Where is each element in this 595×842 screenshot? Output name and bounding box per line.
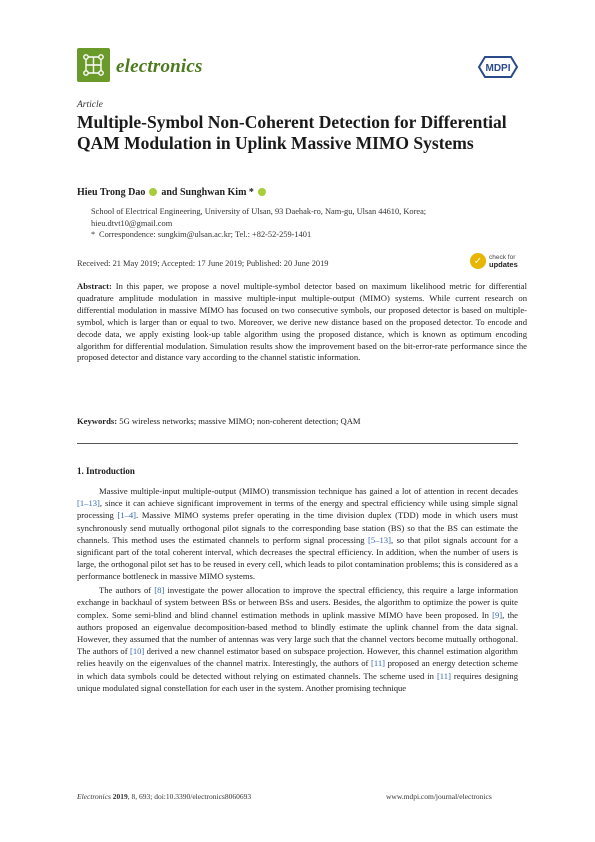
abstract <box>77 281 527 364</box>
correspondence-line: * Correspondence: sungkim@ulsan.ac.kr; Tel.: +82-52-259-1401 <box>91 230 312 239</box>
abstract-label: Abstract: <box>77 281 112 291</box>
abstract-text: In this paper, we propose a novel multiple-symbol detector based on maximum likelihood metric for differential quadrature amplitude modulation in massive multiple-input multiple-output (MIMO) systems. While current research on differential modulation in massive MIMO has focused on two consecutive symbols, our proposed detector is based on multiple-symbol, which is larger than or equal to two. Moreover, we derive new distance based on the proposed detector. To encode and decode data, we apply existing look-up table algorithm using the proposed distance, which is known as optimum encoding algorithm for differential modulation. Simulation results show the improvement based on the bit-error-rate performance since the proposed detector and distance vary according to the channel statistic information. <box>77 281 527 363</box>
paragraph: Massive multiple-input multiple-output (MIMO) transmission technique has gained a lot of attention in recent decades [1–13], since it can achieve significant improvement in terms of the energy and spectral efficiency while using simple signal processing [1–4]. Massive MIMO systems prefer operating in the time division duplex (TDD) mode in which users must synchronously send mutually orthogonal pilot signals to the corresponding base station (BS) so that the BS can estimate the channels. This method uses the estimated channels to perform signal processing [5–13], so that pilot signals account for a significant part of the total coherent interval, which decreases the spectral efficiency. In addition, when the number of users is large, the orthogonal pilot set has to be reused in every cell, which leads to pilot contamination problems; this is considered as a performance bottleneck in massive MIMO systems. <box>77 486 519 582</box>
keywords-label: Keywords: <box>77 416 118 426</box>
author-conjunction: and <box>161 187 178 198</box>
journal-name: electronics <box>116 56 203 77</box>
citation-link[interactable]: [11] <box>436 670 451 681</box>
check-updates-text: check for updates <box>489 253 518 269</box>
keywords-text: 5G wireless networks; massive MIMO; non-coherent detection; QAM <box>119 416 361 426</box>
paragraph: The authors of [8] investigate the power allocation to improve the spectral efficiency, this require a large information exchange in backhaul of system between BSs or between BSs and users. Besides, the algorithm to optimize the power is quite complex. Some semi-blind and blind channel estimation methods in uplink massive MIMO have been proposed. In [9], the authors proposed an eigenvalue decomposition-based method to blindly estimate the uplink channel from the data signal. However, they assumed that the number of antennas was very large such that the channel vectors become mutually orthogonal. The authors of [10] derived a new channel estimator based on subspace projection. However, this channel estimation algorithm relies heavily on the eigenvalues of the channel matrix. Interestingly, the authors of [11] proposed an energy detection scheme in which data symbols could be detected without relying on estimated channels. The scheme used in [11] requires designing unique modulated signal constellation for each user in the system. Another promising technique <box>77 585 519 693</box>
publisher-name: MDPI <box>485 63 511 74</box>
author-email[interactable]: hieu.dtvt10@gmail.com <box>91 218 173 228</box>
author-name: Hieu Trong Dao <box>77 187 146 198</box>
publication-dates: Received: 21 May 2019; Accepted: 17 June 2019; Published: 20 June 2019 <box>77 259 329 268</box>
section-divider <box>77 443 518 444</box>
keywords <box>77 416 527 426</box>
footer-journal-url[interactable]: www.mdpi.com/journal/electronics <box>386 792 492 801</box>
citation-link[interactable]: [1–4] <box>117 510 137 521</box>
correspondence-star: * <box>91 230 96 239</box>
body-text <box>77 485 518 695</box>
paper-title: Multiple-Symbol Non-Coherent Detection for Differential QAM Modulation in Uplink Massive MIMO Systems <box>77 112 507 153</box>
citation-link[interactable]: [1–13] <box>77 498 100 509</box>
check-icon: ✓ <box>470 253 486 269</box>
author-name: Sunghwan Kim * <box>179 187 254 198</box>
affiliation-line: School of Electrical Engineering, University of Ulsan, 93 Daehak-ro, Nam-gu, Ulsan 44610, Korea; <box>91 207 427 216</box>
orcid-icon[interactable] <box>258 188 266 196</box>
citation-link[interactable]: [9] <box>492 609 503 620</box>
footer-citation: Electronics 2019, 8, 693; doi:10.3390/electronics8060693 <box>77 792 252 801</box>
journal-logo <box>77 48 110 82</box>
section-heading: 1. Introduction <box>77 466 135 476</box>
author-list <box>77 187 270 198</box>
citation-link[interactable]: [10] <box>129 646 145 657</box>
orcid-icon[interactable] <box>149 188 157 196</box>
citation-link[interactable]: [5–13] <box>368 534 391 545</box>
mdpi-logo <box>477 53 519 81</box>
citation-link[interactable]: [11] <box>371 658 385 669</box>
affiliation-block <box>91 206 511 241</box>
citation-link[interactable]: [8] <box>154 585 165 596</box>
check-for-updates-badge[interactable] <box>470 250 530 272</box>
article-type: Article <box>77 100 103 110</box>
